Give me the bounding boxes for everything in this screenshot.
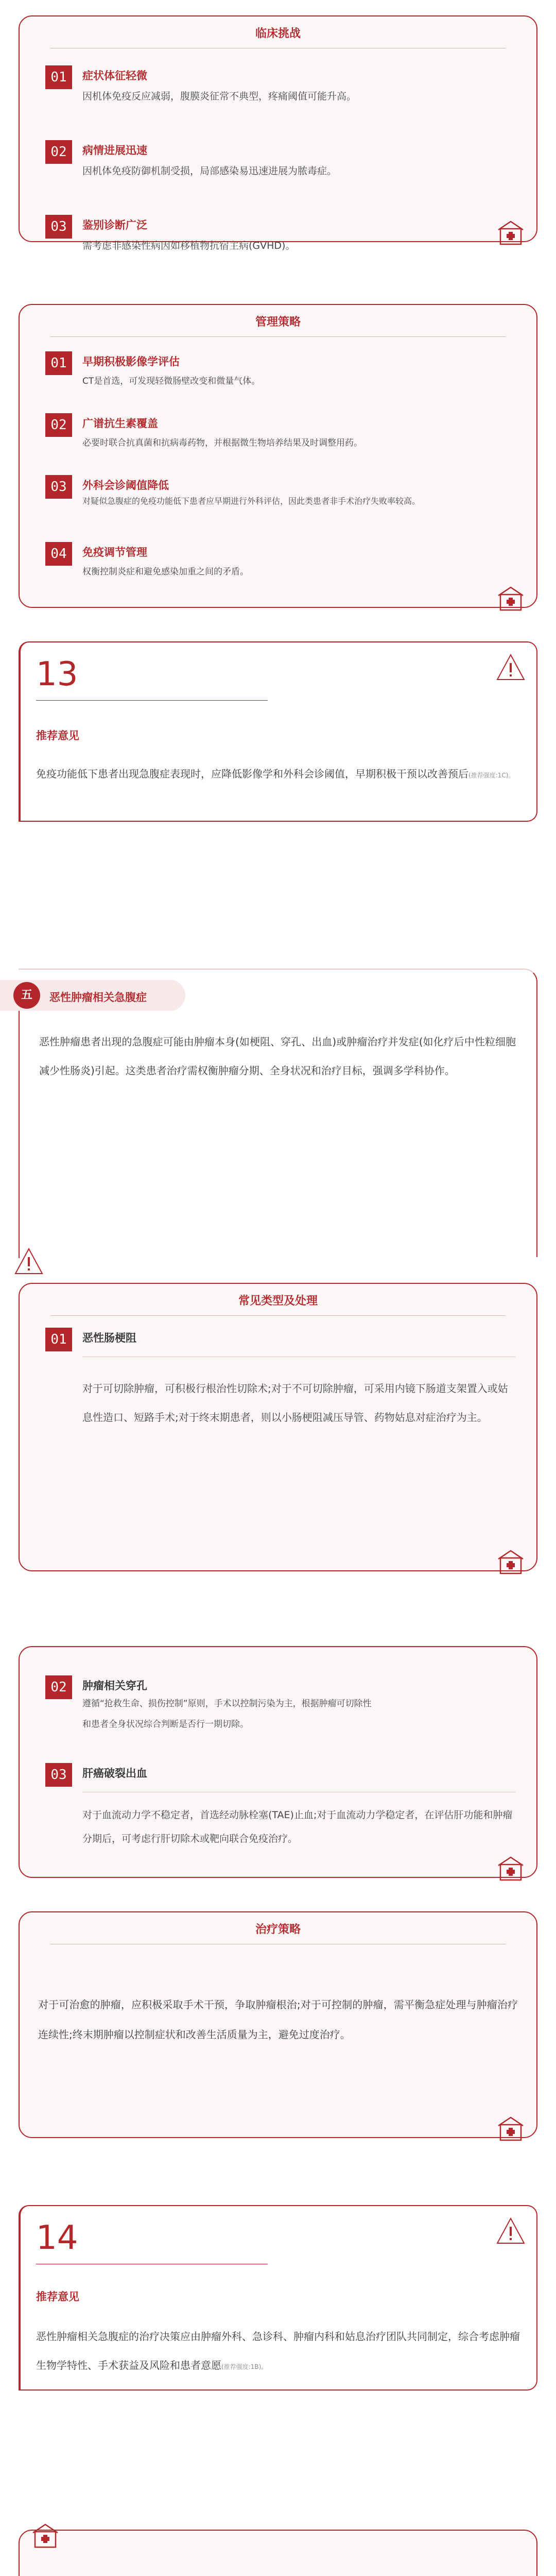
section-left-rule [19, 1011, 20, 1258]
hospital-icon [495, 1547, 526, 1578]
item-number: 03 [45, 1763, 72, 1787]
recommendation-label: 推荐意见 [36, 2291, 79, 2303]
item-number: 03 [45, 475, 72, 499]
tumor-section-card [19, 969, 537, 1257]
section-05-card [19, 2530, 537, 2576]
warning-triangle-icon [495, 653, 526, 684]
hospital-icon [495, 2113, 526, 2144]
item-number: 02 [45, 413, 72, 437]
common-types-card [19, 1283, 537, 1571]
item-desc: 和患者全身状况综合判断是否行一期切除。 [82, 1719, 249, 1730]
item-title: 症状体征轻微 [82, 70, 147, 82]
item-title: 广谱抗生素覆盖 [82, 417, 158, 430]
item-desc: 对疑似急腹症的免疫功能低下患者应早期进行外科评估，因此类患者非手术治疗失败率较高。 [82, 496, 421, 506]
recommendation-text: 免疫功能低下患者出现急腹症表现时，应降低影像学和外科会诊阈值，早期积极干预以改善预后(推荐强度:1C)。 [36, 768, 515, 780]
item-desc: CT是首选，可发现轻微肠壁改变和微量气体。 [82, 376, 260, 386]
item-title: 肿瘤相关穿孔 [82, 1680, 147, 1692]
item-desc: 必要时联合抗真菌和抗病毒药物，并根据微生物培养结果及时调整用药。 [82, 438, 362, 448]
hospital-icon [495, 217, 526, 248]
therapy-strategy-card [19, 1911, 537, 2138]
divider [36, 700, 268, 701]
item-title: 肝癌破裂出血 [82, 1767, 147, 1780]
card-title: 管理策略 [255, 316, 301, 329]
item-desc: 对于可切除肿瘤，可积极行根治性切除术;对于不可切除肿瘤，可采用内镜下肠道支架置入或姑息性造口、短路手术;对于终末期患者，则以小肠梗阻减压导管、药物姑息对症治疗为主。 [82, 1382, 508, 1423]
hospital-icon [495, 1853, 526, 1884]
section-badge: 五 [13, 982, 40, 1009]
recommendation-number: 14 [36, 2219, 78, 2257]
common-types-card-continued [19, 1646, 537, 1878]
title-divider [50, 336, 506, 337]
item-title: 病情进展迅速 [82, 144, 147, 157]
hospital-icon [495, 583, 526, 614]
strength-note: (推荐强度:1B)。 [221, 2363, 268, 2370]
item-number: 03 [45, 215, 72, 239]
item-title: 免疫调节管理 [82, 546, 147, 558]
item-number: 01 [45, 351, 72, 375]
item-desc: 因机体免疫防御机制受损，局部感染易迅速进展为脓毒症。 [82, 165, 337, 177]
item-desc: 需考虑非感染性病因如移植物抗宿主病(GVHD)。 [82, 240, 296, 251]
recommendation-14-card [19, 2205, 537, 2391]
clinical-challenges-card [19, 15, 537, 251]
management-card [19, 304, 537, 608]
strength-note: (推荐强度:1C)。 [468, 772, 515, 779]
recommendation-text: 恶性肿瘤相关急腹症的治疗决策应由肿瘤外科、急诊科、肿瘤内科和姑息治疗团队共同制定，综合考虑肿瘤生物学特性、手术获益及风险和患者意愿(推荐强度:1B)。 [36, 2330, 520, 2371]
card-title: 临床挑战 [255, 27, 301, 40]
item-number: 01 [45, 1328, 72, 1351]
title-divider [50, 1315, 506, 1316]
item-desc: 权衡控制炎症和避免感染加重之间的矛盾。 [82, 567, 249, 577]
recommendation-label: 推荐意见 [36, 730, 79, 742]
item-title: 恶性肠梗阻 [82, 1332, 136, 1344]
hospital-icon [30, 2520, 61, 2551]
warning-triangle-icon [13, 1247, 44, 1278]
item-desc: 遵循“抢救生命、损伤控制”原则，手术以控制污染为主，根据肿瘤可切除性 [82, 1699, 372, 1709]
recommendation-13-card [19, 641, 537, 822]
item-desc: 因机体免疫反应减弱，腹膜炎征常不典型，疼痛阈值可能升高。 [82, 91, 357, 102]
recommendation-number: 13 [36, 655, 78, 693]
item-title: 外科会诊阈值降低 [82, 479, 169, 492]
section-body: 恶性肿瘤患者出现的急腹症可能由肿瘤本身(如梗阻、穿孔、出血)或肿瘤治疗并发症(如化疗后中性粒细胞减少性肠炎)引起。这类患者治疗需权衡肿瘤分期、全身状况和治疗目标，强调多学科协作。 [39, 1036, 516, 1077]
item-desc: 对于血流动力学不稳定者，首选经动脉栓塞(TAE)止血;对于血流动力学稳定者，在评估肝功能和肿瘤分期后，可考虑行肝切除术或靶向联合免疫治疗。 [82, 1809, 513, 1844]
card-body: 对于可治愈的肿瘤，应积极采取手术干预，争取肿瘤根治;对于可控制的肿瘤，需平衡急症处理与肿瘤治疗连续性;终末期肿瘤以控制症状和改善生活质量为主，避免过度治疗。 [38, 1998, 518, 2041]
card-title: 治疗策略 [255, 1923, 301, 1936]
item-number: 01 [45, 65, 72, 89]
section-title: 恶性肿瘤相关急腹症 [49, 991, 147, 1004]
item-number: 02 [45, 140, 72, 164]
item-title: 早期积极影像学评估 [82, 355, 180, 368]
card-title: 常见类型及处理 [238, 1295, 318, 1308]
warning-triangle-icon [495, 2216, 526, 2247]
item-number: 02 [45, 1675, 72, 1699]
item-title: 鉴别诊断广泛 [82, 219, 147, 231]
item-number: 04 [45, 542, 72, 566]
